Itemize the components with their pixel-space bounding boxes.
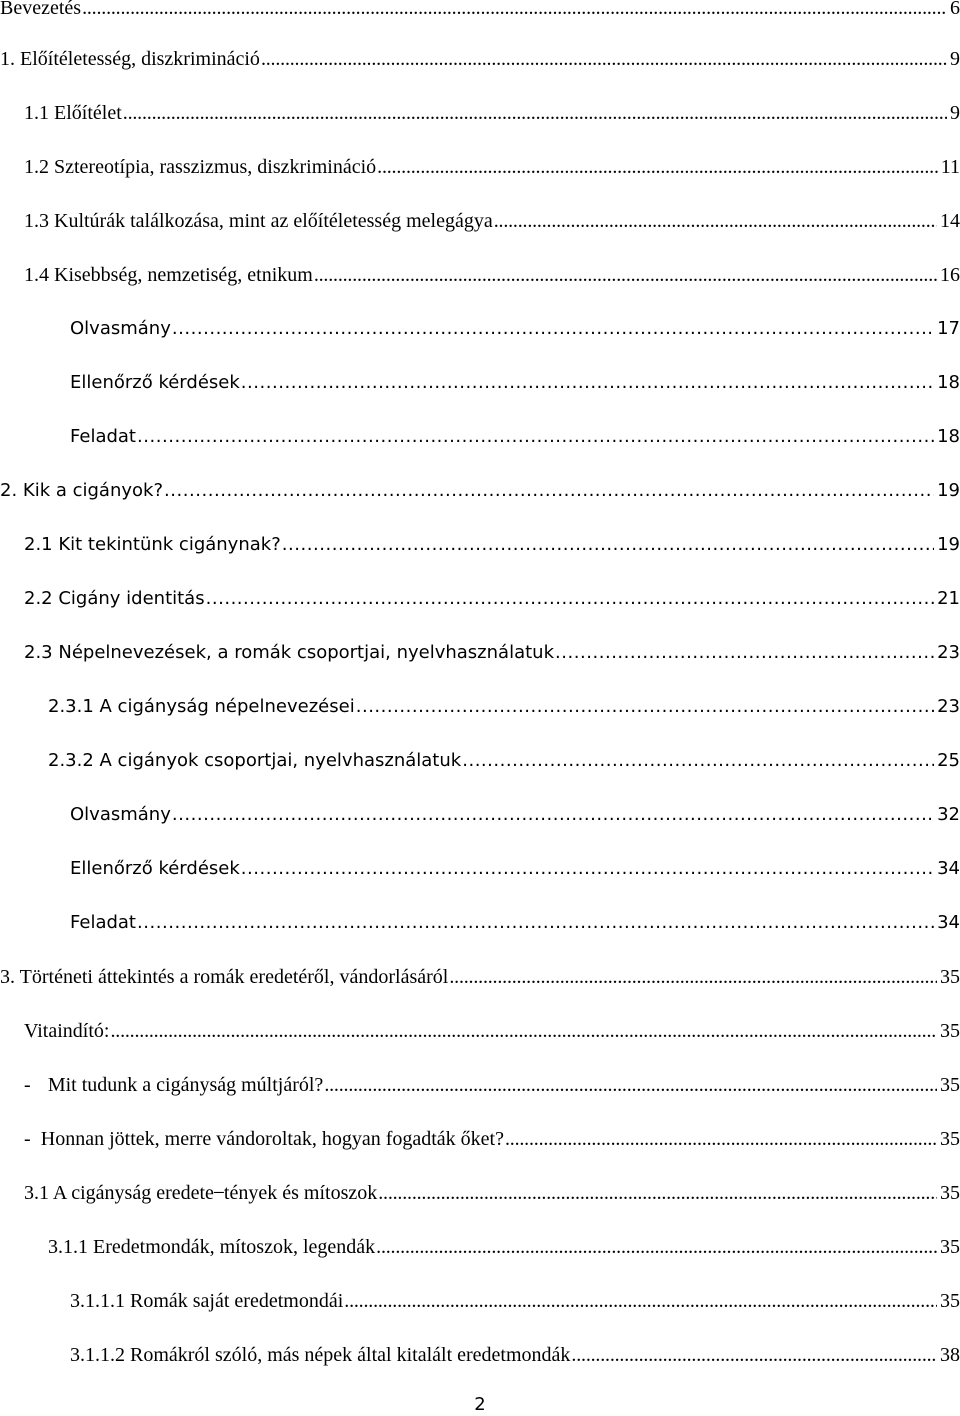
- toc-page-number: 23: [937, 642, 960, 663]
- toc-leader: [110, 1020, 937, 1043]
- toc-entry[interactable]: [48, 696, 960, 726]
- toc-leader: [377, 156, 938, 179]
- toc-bullet: -: [24, 1128, 31, 1150]
- toc-leader: [378, 1182, 937, 1205]
- toc-entry-title: Vitaindító:: [24, 1020, 110, 1042]
- toc-entry[interactable]: [24, 264, 960, 294]
- toc-leader: [172, 804, 934, 825]
- toc-page-number: 35: [940, 1128, 960, 1150]
- toc-entry-title: 2.3.2 A cigányok csoportjai, nyelvhasználatuk: [48, 750, 462, 771]
- toc-leader: [344, 1290, 937, 1313]
- toc-entry[interactable]: [48, 750, 960, 780]
- toc-entry-title: 1.4 Kisebbség, nemzetiség, etnikum: [24, 264, 313, 286]
- toc-leader: [449, 966, 937, 989]
- toc-leader: [137, 426, 934, 447]
- toc-leader: [555, 642, 934, 663]
- toc-entry-title: Bevezetés: [0, 0, 82, 19]
- toc-page-number: 35: [940, 1020, 960, 1042]
- toc-entry-title: 1.1 Előítélet: [24, 102, 122, 124]
- toc-leader: [123, 102, 947, 125]
- toc-entry-title: Mit tudunk a cigányság múltjáról?: [47, 1074, 324, 1096]
- toc-entry[interactable]: [70, 318, 960, 348]
- toc-entry-title: 3.1.1.2 Romákról szóló, más népek által kitalált eredetmondák: [70, 1344, 571, 1366]
- toc-entry[interactable]: [70, 858, 960, 888]
- toc-leader: [356, 696, 934, 717]
- toc-entry[interactable]: [24, 210, 960, 240]
- page-number-footer: 2: [474, 1394, 486, 1415]
- toc-entry[interactable]: [24, 1128, 960, 1158]
- toc-bullet: -: [24, 1074, 31, 1096]
- toc-entry[interactable]: [24, 1074, 960, 1104]
- toc-entry[interactable]: [24, 588, 960, 618]
- toc-leader: [241, 372, 934, 393]
- toc-page-number: 17: [937, 318, 960, 339]
- toc-entry-title: 1. Előítéletesség, diszkrimináció: [0, 48, 260, 70]
- toc-leader: [137, 912, 934, 933]
- toc-entry[interactable]: [24, 156, 960, 186]
- toc-entry[interactable]: [24, 102, 960, 132]
- toc-entry[interactable]: [70, 912, 960, 942]
- toc-leader: [206, 588, 935, 609]
- toc-leader: [505, 1128, 937, 1151]
- toc-page-number: 6: [950, 0, 960, 19]
- toc-entry-title: 3.1.1.1 Romák saját eredetmondái: [70, 1290, 344, 1312]
- toc-page-number: 18: [937, 426, 960, 447]
- toc-page-number: 18: [937, 372, 960, 393]
- toc-entry-title: Ellenőrző kérdések: [70, 858, 240, 879]
- toc-leader: [324, 1074, 937, 1097]
- toc-leader: [376, 1236, 937, 1259]
- toc-leader: [571, 1344, 937, 1367]
- toc-entry-title: Feladat: [70, 426, 136, 447]
- toc-page-number: 34: [937, 912, 960, 933]
- toc-page-number: 9: [950, 48, 960, 70]
- toc-leader: [282, 534, 934, 555]
- toc-leader: [494, 210, 937, 233]
- toc-entry[interactable]: [70, 1290, 960, 1320]
- toc-page-number: 32: [937, 804, 960, 825]
- toc-entry-title: 3.1.1 Eredetmondák, mítoszok, legendák: [48, 1236, 376, 1258]
- toc-leader: [82, 0, 947, 20]
- toc-entry-title: Olvasmány: [70, 804, 171, 825]
- toc-entry-title: 2.3.1 A cigányság népelnevezései: [48, 696, 355, 717]
- toc-entry[interactable]: [0, 966, 960, 996]
- toc-entry-title: Feladat: [70, 912, 136, 933]
- toc-leader: [172, 318, 934, 339]
- toc-page-number: 16: [940, 264, 960, 286]
- toc-entry[interactable]: [24, 1020, 960, 1050]
- toc-page-number: 25: [937, 750, 960, 771]
- toc-leader: [164, 480, 934, 501]
- toc-leader: [241, 858, 934, 879]
- toc-entry[interactable]: [24, 1182, 960, 1212]
- toc-page-number: 35: [940, 1236, 960, 1258]
- toc-page-number: 35: [940, 966, 960, 988]
- toc-entry[interactable]: [70, 804, 960, 834]
- toc-entry-title: 3. Történeti áttekintés a romák eredetéről, vándorlásáról: [0, 966, 449, 988]
- toc-page-number: 34: [937, 858, 960, 879]
- toc-entry[interactable]: [70, 1344, 960, 1374]
- toc-entry[interactable]: [48, 1236, 960, 1266]
- toc-entry-title: 1.2 Sztereotípia, rasszizmus, diszkrimináció: [24, 156, 377, 178]
- toc-page-number: 11: [940, 156, 960, 178]
- toc-entry-title: 2.3 Népelnevezések, a romák csoportjai, nyelvhasználatuk: [24, 642, 554, 663]
- toc-page-number: 21: [937, 588, 960, 609]
- toc-page-number: 35: [940, 1182, 960, 1204]
- toc-entry[interactable]: [70, 372, 960, 402]
- toc-page-number: 14: [940, 210, 960, 232]
- toc-page-number: 19: [937, 534, 960, 555]
- toc-entry[interactable]: [24, 642, 960, 672]
- toc-leader: [462, 750, 934, 771]
- toc-page-number: 9: [950, 102, 960, 124]
- toc-entry[interactable]: [24, 534, 960, 564]
- toc-page-number: 23: [937, 696, 960, 717]
- toc-entry[interactable]: [70, 426, 960, 456]
- toc-entry-title: 2.1 Kit tekintünk cigánynak?: [24, 534, 281, 555]
- toc-entry-title: 2.2 Cigány identitás: [24, 588, 205, 609]
- toc-page-number: 38: [940, 1344, 960, 1366]
- toc-entry-title: 1.3 Kultúrák találkozása, mint az előítéletesség melegágya: [24, 210, 493, 232]
- toc-leader: [261, 48, 947, 71]
- toc-entry[interactable]: [0, 0, 960, 27]
- toc-entry-title: 3.1 A cigányság eredete ̶ tények és mítoszok: [24, 1182, 378, 1204]
- toc-entry-title: Ellenőrző kérdések: [70, 372, 240, 393]
- toc-entry-title: Honnan jöttek, merre vándoroltak, hogyan fogadták őket?: [40, 1128, 504, 1150]
- toc-page-number: 35: [940, 1074, 960, 1096]
- toc-entry-title: Olvasmány: [70, 318, 171, 339]
- toc-leader: [314, 264, 937, 287]
- toc-entry-title: 2. Kik a cigányok?: [0, 480, 164, 501]
- toc-entry[interactable]: [0, 48, 960, 78]
- toc-entry[interactable]: [0, 480, 960, 510]
- toc-page-number: 19: [937, 480, 960, 501]
- toc-page-number: 35: [940, 1290, 960, 1312]
